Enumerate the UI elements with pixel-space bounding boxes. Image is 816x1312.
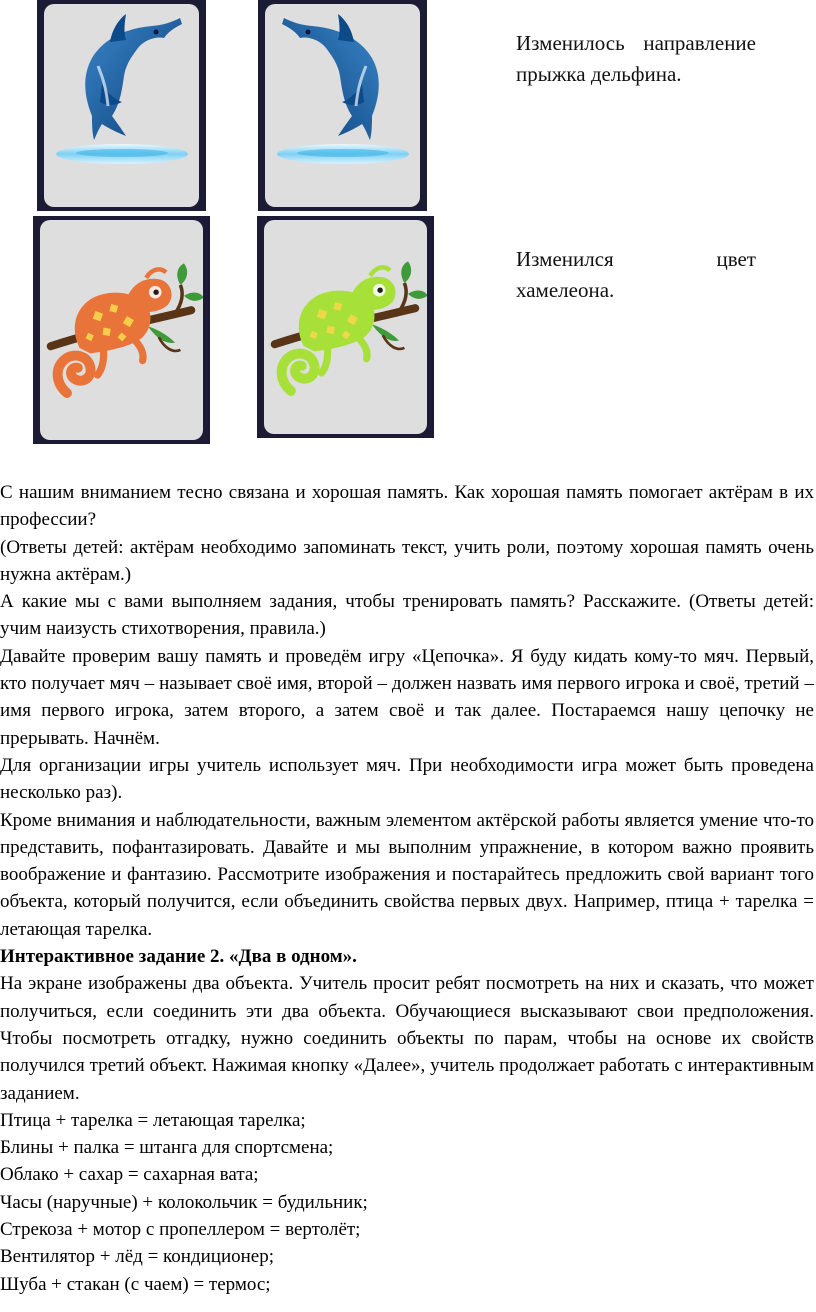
paragraph: А какие мы с вами выполняем задания, чтобы тренировать память? Расскажите. (Ответы детей: учим наизусть стихотворения, правила.) [0, 591, 814, 640]
chameleon-card-green [257, 216, 434, 438]
chameleon-icon [264, 220, 427, 434]
chameleon-card-orange [33, 216, 210, 444]
combination-item: Стрекоза + мотор с пропеллером = вертолёт; [0, 1219, 361, 1241]
chameleon-caption: Изменился цвет хамелеона. [516, 247, 756, 302]
task-heading: Интерактивное задание 2. «Два в одном». [0, 946, 357, 968]
combination-item: Вентилятор + лёд = кондиционер; [0, 1246, 275, 1268]
task-intro: На экране изображены два объекта. Учитель просит ребят посмотреть на них и сказать, что может получиться, если соединить эти два объекта. Обучающиеся высказывают свои предположения. Чтобы посмотреть отгадку, нужно соединить объекты по парам, чтобы на основе их свойств получился третий объект. Нажимая кнопку «Далее», учитель продолжает работать с интерактивным заданием. [0, 973, 814, 1104]
document-body [0, 479, 814, 1298]
paragraph: Для организации игры учитель использует мяч. При необходимости игра может быть проведена несколько раз). [0, 754, 814, 804]
dolphin-icon [265, 4, 420, 207]
chameleon-icon [40, 220, 203, 440]
combination-item: Часы (наручные) + колокольчик = будильник; [0, 1191, 368, 1213]
combination-item: Блины + палка = штанга для спортсмена; [0, 1137, 334, 1159]
combination-item: Птица + тарелка = летающая тарелка; [0, 1109, 306, 1131]
dolphin-card-right [258, 0, 427, 211]
paragraph: Кроме внимания и наблюдательности, важным элементом актёрской работы является умение что-то представить, пофантазировать. Давайте и мы выполним упражнение, в котором важно проявить воображение и фантазию. Рассмотрите изображения и постарайтесь предложить свой вариант того объекта, который получится, если объединить свойства первых двух. Например, птица + тарелка = летающая тарелка. [0, 809, 814, 940]
dolphin-card-left [37, 0, 206, 211]
dolphin-caption: Изменилось направление прыжка дельфина. [516, 31, 756, 86]
combination-item: Шуба + стакан (с чаем) = термос; [0, 1273, 271, 1295]
paragraph: (Ответы детей: актёрам необходимо запоминать текст, учить роли, поэтому хорошая память очень нужна актёрам.) [0, 536, 814, 585]
combination-item: Облако + сахар = сахарная вата; [0, 1164, 259, 1186]
paragraph: С нашим вниманием тесно связана и хорошая память. Как хорошая память помогает актёрам в их профессии? [0, 482, 814, 531]
dolphin-icon [44, 4, 199, 207]
paragraph: Давайте проверим вашу память и проведём игру «Цепочка». Я буду кидать кому-то мяч. Первый, кто получает мяч – называет своё имя, второй – должен назвать имя первого игрока и своё, третий – имя первого игрока, затем второго, а затем своё и так далее. Постараемся нашу цепочку не прерывать. Начнём. [0, 645, 814, 749]
